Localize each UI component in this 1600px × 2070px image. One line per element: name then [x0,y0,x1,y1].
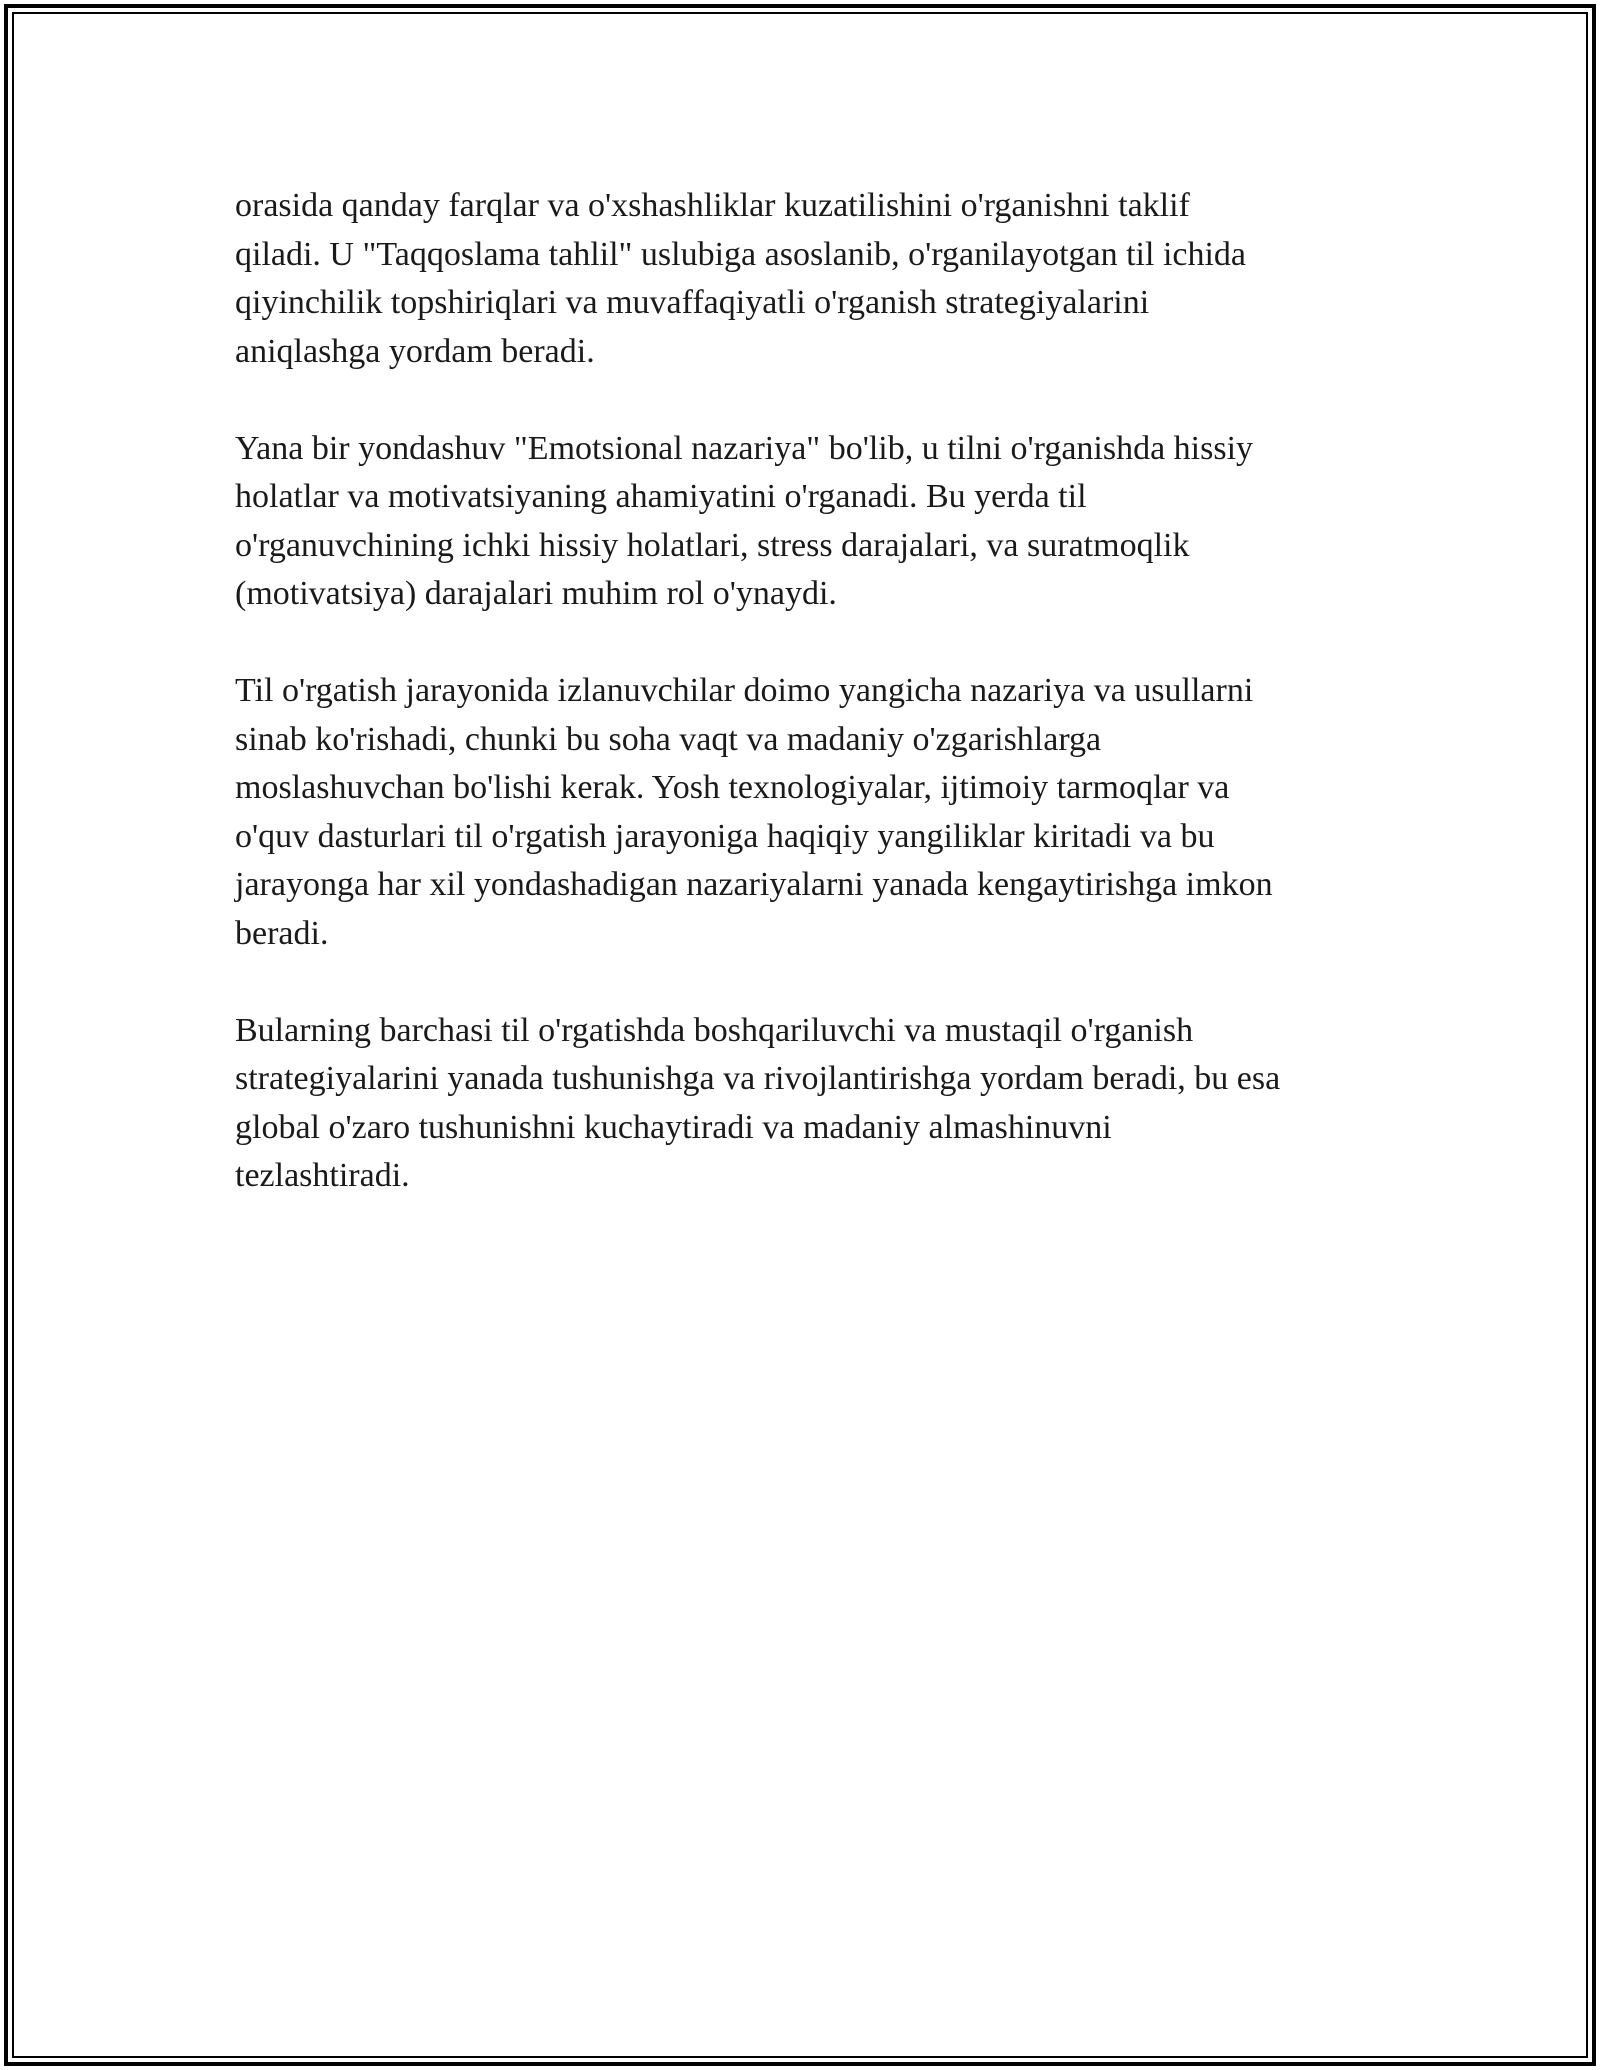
paragraph-4: Bularning barchasi til o'rgatishda boshqariluvchi va mustaqil o'rganish strategiyalarini yanada tushunishga va rivojlantirishga yordam beradi, bu esa global o'zaro tushunishni kuchaytiradi va madaniy almashinuvni tezlashtiradi. [235,1011,1281,1194]
document-body [235,182,1375,1201]
paragraph-2: Yana bir yondashuv "Emotsional nazariya" bo'lib, u tilni o'rganishda hissiy holatlar va motivatsiyaning ahamiyatini o'rganadi. Bu yerda til o'rganuvchining ichki hissiy holatlari, stress darajalari, va suratmoqlik (motivatsiya) darajalari muhim rol o'ynaydi. [235,429,1254,612]
paragraph-1: orasida qanday farqlar va o'xshashliklar kuzatilishini o'rganishni taklif qiladi. U "Taqqoslama tahlil" uslubiga asoslanib, o'rganilayotgan til ichida qiyinchilik topshiriqlari va muvaffaqiyatli o'rganish strategiyalarini aniqlashga yordam beradi. [235,187,1247,370]
paragraph-3: Til o'rgatish jarayonida izlanuvchilar doimo yangicha nazariya va usullarni sinab ko'rishadi, chunki bu soha vaqt va madaniy o'zgarishlarga moslashuvchan bo'lishi kerak. Yosh texnologiyalar, ijtimoiy tarmoqlar va o'quv dasturlari til o'rgatish jarayoniga haqiqiy yangiliklar kiritadi va bu jarayonga har xil yondashadigan nazariyalarni yanada kengaytirishga imkon beradi. [235,672,1273,952]
